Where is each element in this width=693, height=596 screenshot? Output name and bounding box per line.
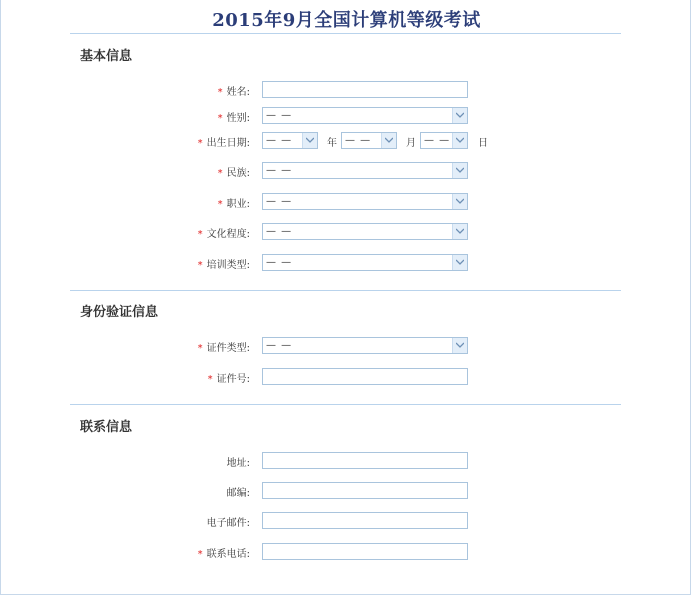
chevron-down-icon[interactable] [381, 133, 396, 148]
field-row-address [0, 452, 693, 470]
required-mark: * [207, 374, 213, 385]
field-row-id-number [0, 368, 693, 386]
id-number-input[interactable] [262, 368, 468, 385]
chevron-down-icon[interactable] [452, 224, 467, 239]
chevron-down-icon[interactable] [452, 163, 467, 178]
email-input[interactable] [262, 512, 468, 529]
chevron-down-icon[interactable] [452, 108, 467, 123]
required-mark: * [197, 260, 203, 271]
day-unit: 日 [478, 138, 488, 149]
title-divider [70, 33, 621, 34]
required-mark: * [197, 229, 203, 240]
postcode-input[interactable] [262, 482, 468, 499]
ethnic-label: * 民族: [217, 168, 250, 179]
section-title-basic: 基本信息 [80, 49, 133, 64]
chevron-down-icon[interactable] [302, 133, 317, 148]
birth-day-select[interactable]: — — [420, 132, 468, 149]
field-row-name [0, 81, 693, 99]
id-type-select[interactable]: — — [262, 337, 468, 354]
birth-year-select[interactable]: — — [262, 132, 318, 149]
required-mark: * [197, 549, 203, 560]
chevron-down-icon[interactable] [452, 338, 467, 353]
gender-select[interactable]: — — [262, 107, 468, 124]
ethnic-select[interactable]: — — [262, 162, 468, 179]
field-row-gender [0, 107, 693, 125]
section-title-identity: 身份验证信息 [80, 305, 159, 320]
job-label: * 职业: [217, 199, 250, 210]
field-row-email [0, 512, 693, 530]
job-select[interactable]: — — [262, 193, 468, 210]
required-mark: * [217, 113, 223, 124]
required-mark: * [197, 138, 203, 149]
id-number-label: * 证件号: [207, 374, 250, 385]
gender-label: * 性别: [217, 113, 250, 124]
field-row-id-type [0, 337, 693, 355]
id-type-label: * 证件类型: [197, 343, 250, 354]
required-mark: * [217, 199, 223, 210]
training-label: * 培训类型: [197, 260, 250, 271]
year-unit: 年 [327, 138, 337, 149]
page-title: 2015年9月全国计算机等级考试 [212, 10, 481, 31]
field-row-phone [0, 543, 693, 561]
name-input[interactable] [262, 81, 468, 98]
field-row-ethnic [0, 162, 693, 180]
address-input[interactable] [262, 452, 468, 469]
birth-month-select[interactable]: — — [341, 132, 397, 149]
education-label: * 文化程度: [197, 229, 250, 240]
required-mark: * [217, 87, 223, 98]
section-title-contact: 联系信息 [80, 420, 133, 435]
required-mark: * [217, 168, 223, 179]
education-select[interactable]: — — [262, 223, 468, 240]
phone-input[interactable] [262, 543, 468, 560]
chevron-down-icon[interactable] [452, 194, 467, 209]
field-row-education [0, 223, 693, 241]
field-row-birth [0, 132, 693, 150]
phone-label: * 联系电话: [197, 549, 250, 560]
field-row-job [0, 193, 693, 211]
address-label: 地址: [226, 458, 250, 469]
training-select[interactable]: — — [262, 254, 468, 271]
birth-label: * 出生日期: [197, 138, 250, 149]
postcode-label: 邮编: [226, 488, 250, 499]
section-divider [70, 404, 621, 405]
chevron-down-icon[interactable] [452, 133, 467, 148]
name-label: * 姓名: [217, 87, 250, 98]
section-divider [70, 290, 621, 291]
email-label: 电子邮件: [206, 518, 250, 529]
required-mark: * [197, 343, 203, 354]
field-row-postcode [0, 482, 693, 500]
field-row-training [0, 254, 693, 272]
month-unit: 月 [406, 138, 416, 149]
chevron-down-icon[interactable] [452, 255, 467, 270]
